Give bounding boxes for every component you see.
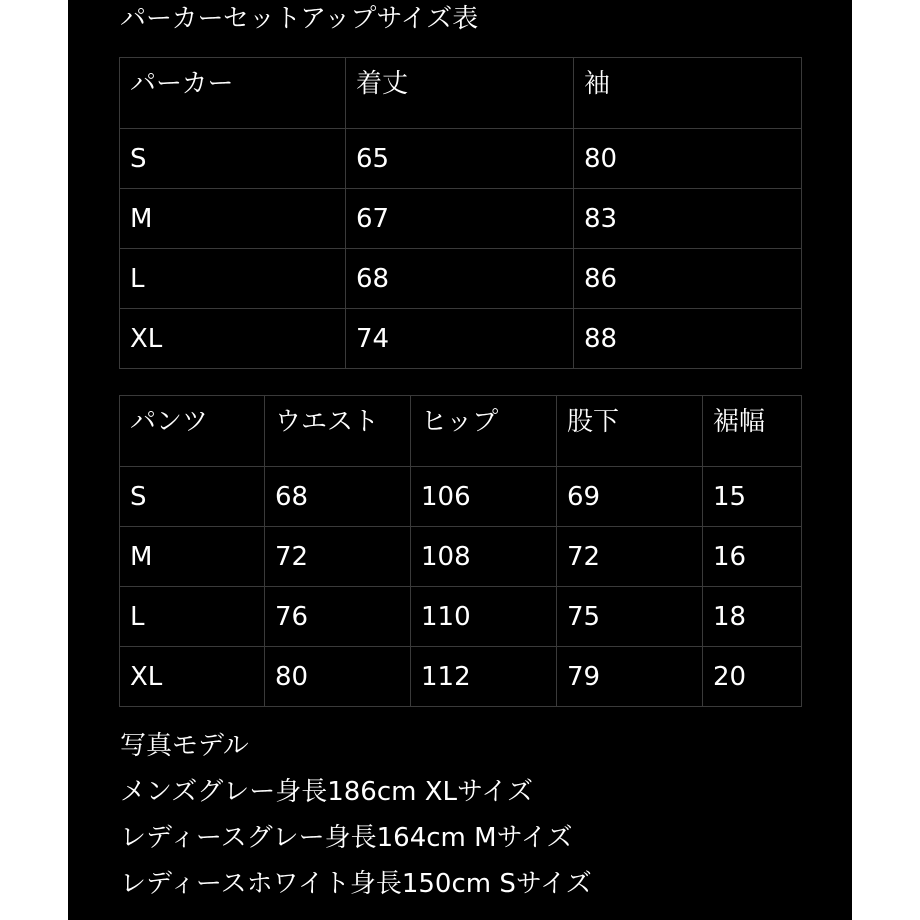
table-row <box>120 309 802 369</box>
table-cell: S <box>120 129 346 189</box>
header-cell-size: パーカー <box>120 58 346 129</box>
table-cell: L <box>120 587 265 647</box>
notes-line: レディースグレー身長164cm Mサイズ <box>120 823 573 853</box>
header-cell-waist: ウエスト <box>265 396 411 467</box>
table-cell: 75 <box>557 587 703 647</box>
table-cell: 79 <box>557 647 703 707</box>
header-cell-size: パンツ <box>120 396 265 467</box>
table-cell: 80 <box>265 647 411 707</box>
table-cell: 108 <box>411 527 557 587</box>
header-cell-length: 着丈 <box>346 58 574 129</box>
table-cell: 110 <box>411 587 557 647</box>
header-cell-hem-width: 裾幅 <box>703 396 802 467</box>
size-chart-page <box>68 0 852 920</box>
table-cell: XL <box>120 309 346 369</box>
table-cell: 83 <box>574 189 802 249</box>
pants-size-table <box>119 395 802 707</box>
table-row <box>120 129 802 189</box>
table-cell: 18 <box>703 587 802 647</box>
table-cell: 76 <box>265 587 411 647</box>
table-cell: 15 <box>703 467 802 527</box>
table-cell: M <box>120 189 346 249</box>
table-cell: XL <box>120 647 265 707</box>
table-cell: 69 <box>557 467 703 527</box>
notes-line: レディースホワイト身長150cm Sサイズ <box>120 869 592 899</box>
page-title: パーカーセットアップサイズ表 <box>120 4 479 34</box>
table-cell: 106 <box>411 467 557 527</box>
table-cell: S <box>120 467 265 527</box>
table-row <box>120 527 802 587</box>
table-cell: 112 <box>411 647 557 707</box>
table-cell: 72 <box>265 527 411 587</box>
table-cell: 68 <box>265 467 411 527</box>
table-cell: 88 <box>574 309 802 369</box>
table-cell: 86 <box>574 249 802 309</box>
table-row <box>120 249 802 309</box>
table-row <box>120 647 802 707</box>
header-cell-inseam: 股下 <box>557 396 703 467</box>
table-cell: 67 <box>346 189 574 249</box>
table-cell: 65 <box>346 129 574 189</box>
table-row <box>120 587 802 647</box>
header-cell-sleeve: 袖 <box>574 58 802 129</box>
table-cell: 16 <box>703 527 802 587</box>
table-cell: M <box>120 527 265 587</box>
table-cell: 68 <box>346 249 574 309</box>
table-row <box>120 189 802 249</box>
table-cell: 80 <box>574 129 802 189</box>
table-cell: 20 <box>703 647 802 707</box>
table-row <box>120 467 802 527</box>
table-header-row <box>120 396 802 467</box>
header-cell-hip: ヒップ <box>411 396 557 467</box>
table-cell: 74 <box>346 309 574 369</box>
table-header-row <box>120 58 802 129</box>
hoodie-size-table <box>119 57 802 369</box>
model-notes <box>120 723 592 907</box>
table-cell: L <box>120 249 346 309</box>
table-cell: 72 <box>557 527 703 587</box>
notes-heading: 写真モデル <box>120 731 249 761</box>
notes-line: メンズグレー身長186cm XLサイズ <box>120 777 533 807</box>
